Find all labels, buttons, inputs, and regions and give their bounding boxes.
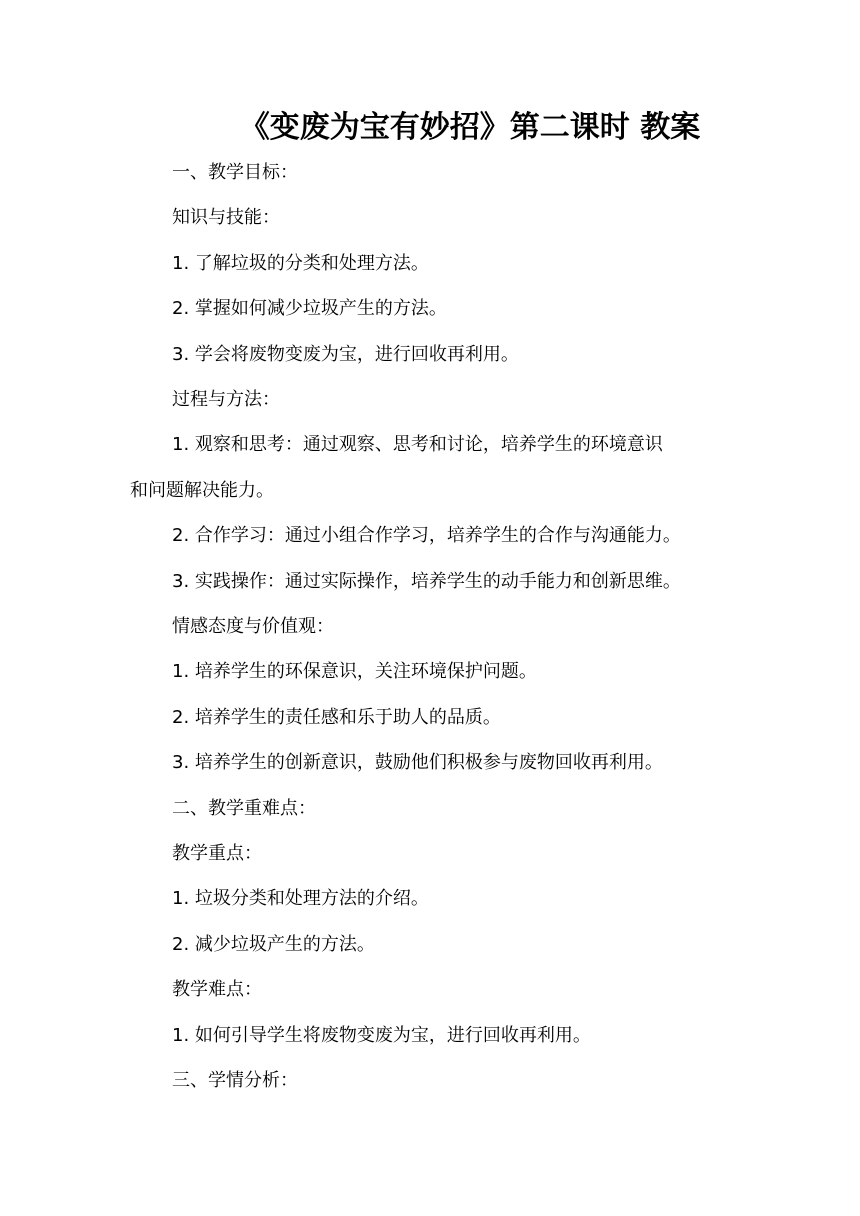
subheading-difficult-points: 教学难点： [172,979,262,1000]
paragraph-line: 2. 掌握如何减少垃圾产生的方法。 [172,298,447,319]
paragraph-line: 3. 学会将废物变废为宝，进行回收再利用。 [172,344,519,365]
paragraph-line: 1. 观察和思考：通过观察、思考和讨论，培养学生的环境意识 [172,434,663,455]
subheading-process-methods: 过程与方法： [172,389,280,410]
paragraph-line: 1. 培养学生的环保意识，关注环境保护问题。 [172,661,537,682]
subheading-emotion-values: 情感态度与价值观： [172,616,334,637]
subheading-key-points: 教学重点： [172,843,262,864]
paragraph-line: 1. 如何引导学生将废物变废为宝，进行回收再利用。 [172,1025,591,1046]
paragraph-line: 1. 垃圾分类和处理方法的介绍。 [172,888,429,909]
paragraph-line: 1. 了解垃圾的分类和处理方法。 [172,253,429,274]
paragraph-line: 2. 减少垃圾产生的方法。 [172,934,375,955]
section-heading-teaching-goals: 一、教学目标： [172,162,298,183]
paragraph-line: 2. 合作学习：通过小组合作学习，培养学生的合作与沟通能力。 [172,525,681,546]
paragraph-line: 3. 实践操作：通过实际操作，培养学生的动手能力和创新思维。 [172,571,681,592]
subheading-knowledge-skills: 知识与技能： [172,207,280,228]
document-title: 《变废为宝有妙招》第二课时 教案 [239,110,701,145]
paragraph-line: 2. 培养学生的责任感和乐于助人的品质。 [172,707,501,728]
section-heading-learner-analysis: 三、学情分析： [172,1070,298,1091]
section-heading-key-difficult-points: 二、教学重难点： [172,798,316,819]
paragraph-line: 3. 培养学生的创新意识，鼓励他们积极参与废物回收再利用。 [172,752,663,773]
paragraph-line-continued: 和问题解决能力。 [130,480,274,501]
